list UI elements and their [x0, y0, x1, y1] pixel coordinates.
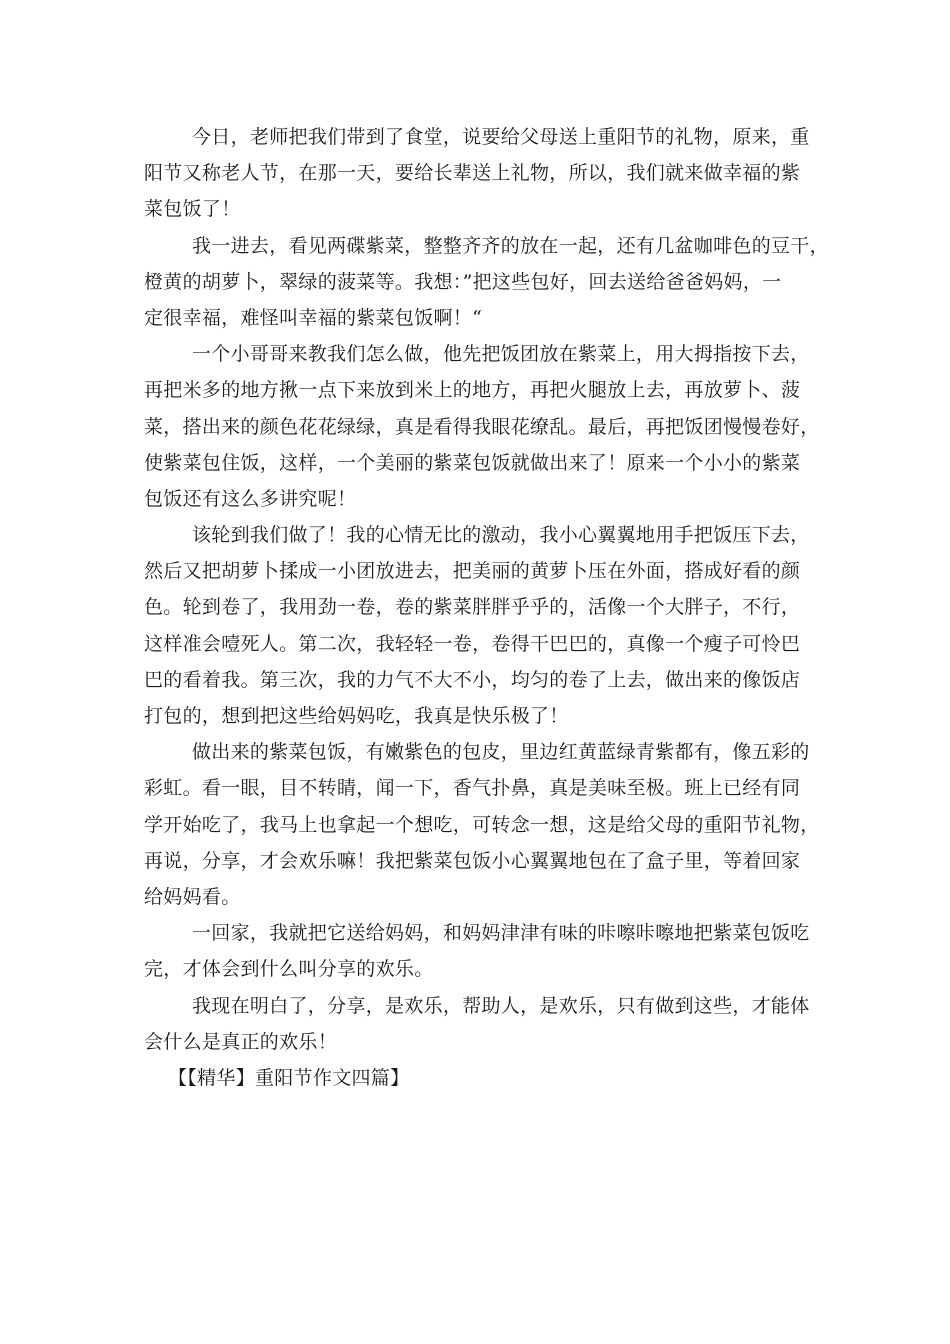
- text-line: 一个小哥哥来教我们怎么做，他先把饭团放在紫菜上，用大拇指按下去，: [192, 343, 810, 366]
- text-line: 使紫菜包住饭，这样，一个美丽的紫菜包饭就做出来了！原来一个小小的紫菜: [144, 451, 801, 474]
- text-line: 菜，搭出来的颜色花花绿绿，真是看得我眼花缭乱。最后，再把饭团慢慢卷好，: [144, 415, 820, 438]
- text-line: 彩虹。看一眼，目不转睛，闻一下，香气扑鼻，真是美味至极。班上已经有同: [144, 777, 801, 800]
- text-line: 给妈妈看。: [144, 885, 241, 908]
- text-line: 我现在明白了，分享，是欢乐，帮助人，是欢乐，只有做到这些，才能体: [192, 994, 810, 1017]
- text-line: 包饭还有这么多讲究呢！: [144, 487, 357, 510]
- text-line: 一回家，我就把它送给妈妈，和妈妈津津有味的咔嚓咔嚓地把紫菜包饭吃: [192, 922, 810, 945]
- text-line: 然后又把胡萝卜揉成一小团放进去，把美丽的黄萝卜压在外面，搭成好看的颜: [144, 560, 801, 583]
- text-line: 该轮到我们做了！我的心情无比的激动，我小心翼翼地用手把饭压下去，: [192, 524, 810, 547]
- paragraph-5: [144, 734, 820, 915]
- text-line: 再把米多的地方揪一点下来放到米上的地方，再把火腿放上去，再放萝卜、菠: [144, 379, 801, 402]
- text-line: 橙黄的胡萝卜，翠绿的菠菜等。我想：”把这些包好，回去送给爸爸妈妈，一: [144, 270, 782, 293]
- paragraph-7: [144, 988, 809, 1060]
- text-line: 阳节又称老人节，在那一天，要给长辈送上礼物，所以，我们就来做幸福的紫: [144, 162, 801, 185]
- paragraph-3: [144, 336, 820, 517]
- text-line: 完，才体会到什么叫分享的欢乐。: [144, 958, 434, 981]
- text-line: 做出来的紫菜包饭，有嫩紫色的包皮，里边红黄蓝绿青紫都有，像五彩的: [192, 741, 810, 764]
- related-article-title: [144, 1060, 809, 1096]
- text-line: 色。轮到卷了，我用劲一卷，卷的紫菜胖胖乎乎的，活像一个大胖子，不行，: [144, 596, 801, 619]
- text-line: 学开始吃了，我马上也拿起一个想吃，可转念一想，这是给父母的重阳节礼物，: [144, 813, 820, 836]
- paragraph-2: [144, 228, 829, 337]
- paragraph-4: [144, 517, 809, 734]
- text-line: 再说，分享，才会欢乐嘛！我把紫菜包饭小心翼翼地包在了盒子里，等着回家: [144, 849, 801, 872]
- text-line: 定很幸福，难怪叫幸福的紫菜包饭啊！“: [144, 306, 483, 329]
- text-line: 我一进去，看见两碟紫菜，整整齐齐的放在一起，还有几盆咖啡色的豆干，: [192, 234, 829, 257]
- article-body: [144, 119, 829, 1096]
- text-line: 【【精华】重阳节作文四篇】: [168, 1066, 410, 1089]
- paragraph-1: [144, 119, 809, 228]
- text-line: 菜包饭了！: [144, 198, 241, 221]
- text-line: 打包的，想到把这些给妈妈吃，我真是快乐极了！: [144, 705, 569, 727]
- text-line: 这样准会噎死人。第二次，我轻轻一卷，卷得干巴巴的，真像一个瘦子可怜巴: [144, 632, 801, 655]
- text-line: 巴的看着我。第三次，我的力气不大不小，均匀的卷了上去，做出来的像饭店: [144, 668, 801, 691]
- text-line: 今日，老师把我们带到了食堂，说要给父母送上重阳节的礼物，原来，重: [192, 126, 810, 148]
- text-line: 会什么是真正的欢乐！: [144, 1030, 338, 1053]
- paragraph-6: [144, 915, 809, 987]
